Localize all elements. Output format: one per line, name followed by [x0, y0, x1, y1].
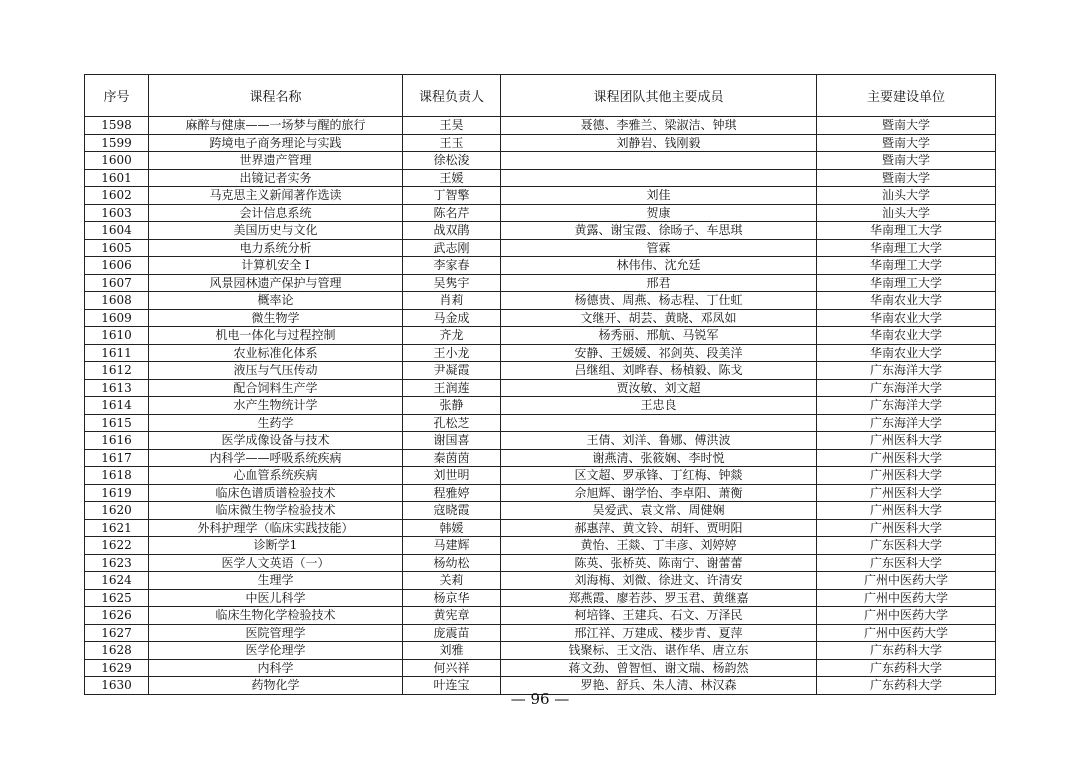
table-row	[85, 554, 996, 572]
cell-building-unit: 广州医科大学	[817, 519, 996, 537]
page-number: — 96 —	[510, 690, 570, 708]
cell-course-lead: 程雅婷	[403, 484, 501, 502]
cell-building-unit: 广东海洋大学	[817, 414, 996, 432]
cell-course-name: 农业标准化体系	[149, 344, 403, 362]
cell-building-unit: 广州中医药大学	[817, 624, 996, 642]
cell-seq: 1598	[85, 117, 149, 135]
table-row	[85, 414, 996, 432]
cell-team-members: 聂德、李雅兰、梁淑洁、钟琪	[501, 117, 817, 135]
cell-team-members: 林伟伟、沈允廷	[501, 257, 817, 275]
cell-course-lead: 战双鹃	[403, 222, 501, 240]
cell-course-lead: 徐松浚	[403, 152, 501, 170]
header-team-members: 课程团队其他主要成员	[501, 75, 817, 117]
cell-course-name: 机电一体化与过程控制	[149, 327, 403, 345]
cell-seq: 1623	[85, 554, 149, 572]
cell-building-unit: 广州医科大学	[817, 502, 996, 520]
cell-seq: 1605	[85, 239, 149, 257]
cell-seq: 1607	[85, 274, 149, 292]
cell-team-members: 杨秀丽、邢航、马锐军	[501, 327, 817, 345]
cell-course-lead: 王昊	[403, 117, 501, 135]
cell-team-members: 邢江祥、万建成、楼步青、夏萍	[501, 624, 817, 642]
cell-course-name: 医学人文英语（一）	[149, 554, 403, 572]
cell-team-members: 安静、王媛媛、祁剑英、段美洋	[501, 344, 817, 362]
cell-course-name: 药物化学	[149, 677, 403, 695]
cell-team-members: 刘海梅、刘微、徐进文、许清安	[501, 572, 817, 590]
table-row	[85, 327, 996, 345]
cell-building-unit: 华南农业大学	[817, 344, 996, 362]
table-row	[85, 519, 996, 537]
table-row	[85, 239, 996, 257]
cell-course-name: 世界遗产管理	[149, 152, 403, 170]
cell-course-name: 微生物学	[149, 309, 403, 327]
table-row	[85, 257, 996, 275]
table-row	[85, 397, 996, 415]
cell-course-lead: 刘雅	[403, 642, 501, 660]
table-row	[85, 607, 996, 625]
cell-course-lead: 王玉	[403, 134, 501, 152]
cell-course-lead: 肖莉	[403, 292, 501, 310]
cell-course-name: 水产生物统计学	[149, 397, 403, 415]
cell-course-name: 会计信息系统	[149, 204, 403, 222]
cell-course-lead: 马金成	[403, 309, 501, 327]
cell-building-unit: 华南农业大学	[817, 292, 996, 310]
cell-building-unit: 华南农业大学	[817, 327, 996, 345]
cell-building-unit: 广州中医药大学	[817, 607, 996, 625]
table-row	[85, 134, 996, 152]
course-table	[84, 74, 996, 695]
cell-team-members: 吴爱武、袁文常、周健娴	[501, 502, 817, 520]
cell-building-unit: 暨南大学	[817, 152, 996, 170]
cell-seq: 1602	[85, 187, 149, 205]
cell-building-unit: 广州中医药大学	[817, 589, 996, 607]
table-row	[85, 642, 996, 660]
table-body	[85, 117, 996, 695]
cell-building-unit: 暨南大学	[817, 169, 996, 187]
header-row	[85, 75, 996, 117]
cell-course-name: 临床微生物学检验技术	[149, 502, 403, 520]
table-row	[85, 659, 996, 677]
cell-seq: 1601	[85, 169, 149, 187]
cell-team-members: 王倩、刘洋、鲁娜、傅洪波	[501, 432, 817, 450]
table-row	[85, 152, 996, 170]
cell-team-members: 刘静岩、钱刚毅	[501, 134, 817, 152]
cell-seq: 1604	[85, 222, 149, 240]
cell-course-lead: 庞震苗	[403, 624, 501, 642]
cell-course-name: 临床色谱质谱检验技术	[149, 484, 403, 502]
cell-course-lead: 王润莲	[403, 379, 501, 397]
cell-course-name: 心血管系统疾病	[149, 467, 403, 485]
cell-team-members	[501, 169, 817, 187]
cell-course-name: 内科学	[149, 659, 403, 677]
cell-course-lead: 尹凝霞	[403, 362, 501, 380]
cell-course-name: 出镜记者实务	[149, 169, 403, 187]
cell-building-unit: 广东医科大学	[817, 537, 996, 555]
cell-seq: 1626	[85, 607, 149, 625]
cell-course-lead: 寇晓霞	[403, 502, 501, 520]
table-row	[85, 274, 996, 292]
cell-seq: 1610	[85, 327, 149, 345]
cell-course-name: 生理学	[149, 572, 403, 590]
cell-seq: 1600	[85, 152, 149, 170]
cell-building-unit: 广州医科大学	[817, 449, 996, 467]
table-row	[85, 449, 996, 467]
table-row	[85, 344, 996, 362]
cell-building-unit: 暨南大学	[817, 134, 996, 152]
table-row	[85, 624, 996, 642]
table-row	[85, 379, 996, 397]
cell-building-unit: 汕头大学	[817, 204, 996, 222]
cell-course-lead: 孔松芝	[403, 414, 501, 432]
cell-seq: 1618	[85, 467, 149, 485]
cell-course-name: 医学伦理学	[149, 642, 403, 660]
cell-team-members: 区文超、罗承锋、丁红梅、钟燚	[501, 467, 817, 485]
cell-course-name: 美国历史与文化	[149, 222, 403, 240]
cell-team-members: 杨德贵、周燕、杨志程、丁仕虹	[501, 292, 817, 310]
table-row	[85, 537, 996, 555]
cell-building-unit: 广东海洋大学	[817, 397, 996, 415]
cell-team-members: 罗艳、舒兵、朱人清、林汉森	[501, 677, 817, 695]
cell-team-members: 钱聚标、王文浩、谌作华、唐立东	[501, 642, 817, 660]
cell-course-lead: 韩媛	[403, 519, 501, 537]
cell-building-unit: 广东海洋大学	[817, 362, 996, 380]
cell-building-unit: 广东医科大学	[817, 554, 996, 572]
table-row	[85, 432, 996, 450]
table-row	[85, 117, 996, 135]
table-row	[85, 204, 996, 222]
cell-team-members: 陈英、张桥英、陈南宁、谢蕾蕾	[501, 554, 817, 572]
table-row	[85, 292, 996, 310]
cell-seq: 1612	[85, 362, 149, 380]
table-row	[85, 589, 996, 607]
table-row	[85, 362, 996, 380]
table-row	[85, 309, 996, 327]
cell-seq: 1606	[85, 257, 149, 275]
cell-team-members: 谢燕清、张筱娴、李时悦	[501, 449, 817, 467]
cell-building-unit: 华南理工大学	[817, 257, 996, 275]
cell-course-name: 液压与气压传动	[149, 362, 403, 380]
cell-course-lead: 杨京华	[403, 589, 501, 607]
cell-building-unit: 暨南大学	[817, 117, 996, 135]
header-seq: 序号	[85, 75, 149, 117]
cell-building-unit: 广州医科大学	[817, 432, 996, 450]
cell-course-lead: 刘世明	[403, 467, 501, 485]
cell-team-members: 贾汝敏、刘文超	[501, 379, 817, 397]
cell-seq: 1599	[85, 134, 149, 152]
cell-course-name: 临床生物化学检验技术	[149, 607, 403, 625]
cell-seq: 1611	[85, 344, 149, 362]
cell-seq: 1617	[85, 449, 149, 467]
cell-seq: 1608	[85, 292, 149, 310]
cell-team-members: 管霖	[501, 239, 817, 257]
cell-course-name: 诊断学1	[149, 537, 403, 555]
table-row	[85, 222, 996, 240]
cell-team-members: 文继开、胡芸、黄晓、邓凤如	[501, 309, 817, 327]
cell-team-members	[501, 152, 817, 170]
cell-course-lead: 马建辉	[403, 537, 501, 555]
cell-team-members	[501, 414, 817, 432]
cell-team-members: 吕继组、刘晔春、杨楨毅、陈戈	[501, 362, 817, 380]
cell-course-name: 计算机安全 I	[149, 257, 403, 275]
cell-course-lead: 关莉	[403, 572, 501, 590]
cell-seq: 1630	[85, 677, 149, 695]
cell-team-members: 邢君	[501, 274, 817, 292]
cell-team-members: 贺康	[501, 204, 817, 222]
cell-course-lead: 王小龙	[403, 344, 501, 362]
cell-team-members: 黄露、谢宝霞、徐旸子、车思琪	[501, 222, 817, 240]
cell-seq: 1622	[85, 537, 149, 555]
table-row	[85, 467, 996, 485]
cell-team-members: 佘旭辉、谢学怡、李卓阳、萧衡	[501, 484, 817, 502]
cell-team-members: 蒋文劲、曾智恒、谢文瑞、杨韵然	[501, 659, 817, 677]
cell-seq: 1620	[85, 502, 149, 520]
cell-course-lead: 吴隽宇	[403, 274, 501, 292]
cell-building-unit: 广东药科大学	[817, 642, 996, 660]
cell-course-lead: 齐龙	[403, 327, 501, 345]
table-header	[85, 75, 996, 117]
cell-course-name: 麻醉与健康——一场梦与醒的旅行	[149, 117, 403, 135]
cell-course-lead: 李家春	[403, 257, 501, 275]
cell-course-name: 电力系统分析	[149, 239, 403, 257]
table-row	[85, 502, 996, 520]
cell-team-members: 郝惠萍、黄文铃、胡轩、贾明阳	[501, 519, 817, 537]
cell-seq: 1609	[85, 309, 149, 327]
cell-seq: 1603	[85, 204, 149, 222]
cell-course-lead: 武志刚	[403, 239, 501, 257]
cell-seq: 1621	[85, 519, 149, 537]
cell-seq: 1624	[85, 572, 149, 590]
table-row	[85, 572, 996, 590]
cell-course-name: 风景园林遗产保护与管理	[149, 274, 403, 292]
header-course-name: 课程名称	[149, 75, 403, 117]
cell-course-lead: 谢国喜	[403, 432, 501, 450]
cell-course-lead: 杨幼松	[403, 554, 501, 572]
cell-course-name: 概率论	[149, 292, 403, 310]
cell-building-unit: 华南农业大学	[817, 309, 996, 327]
cell-course-lead: 陈名芹	[403, 204, 501, 222]
table-row	[85, 484, 996, 502]
cell-course-lead: 丁智擎	[403, 187, 501, 205]
cell-building-unit: 广东药科大学	[817, 677, 996, 695]
cell-course-lead: 叶连宝	[403, 677, 501, 695]
cell-course-lead: 秦茵茵	[403, 449, 501, 467]
cell-course-name: 配合饲料生产学	[149, 379, 403, 397]
cell-seq: 1616	[85, 432, 149, 450]
cell-course-name: 医院管理学	[149, 624, 403, 642]
cell-team-members: 刘佳	[501, 187, 817, 205]
cell-course-name: 生药学	[149, 414, 403, 432]
table-row	[85, 169, 996, 187]
cell-seq: 1615	[85, 414, 149, 432]
cell-building-unit: 广东药科大学	[817, 659, 996, 677]
cell-building-unit: 汕头大学	[817, 187, 996, 205]
cell-course-name: 马克思主义新闻著作选读	[149, 187, 403, 205]
cell-building-unit: 广东海洋大学	[817, 379, 996, 397]
cell-team-members: 王忠良	[501, 397, 817, 415]
cell-building-unit: 华南理工大学	[817, 239, 996, 257]
header-course-lead: 课程负责人	[403, 75, 501, 117]
cell-seq: 1614	[85, 397, 149, 415]
cell-course-name: 外科护理学（临床实践技能）	[149, 519, 403, 537]
cell-course-name: 内科学——呼吸系统疾病	[149, 449, 403, 467]
cell-course-lead: 王媛	[403, 169, 501, 187]
cell-seq: 1625	[85, 589, 149, 607]
table-row	[85, 187, 996, 205]
cell-course-name: 跨境电子商务理论与实践	[149, 134, 403, 152]
cell-building-unit: 广州医科大学	[817, 467, 996, 485]
cell-team-members: 柯培锋、王建兵、石文、万泽民	[501, 607, 817, 625]
cell-course-name: 医学成像设备与技术	[149, 432, 403, 450]
cell-building-unit: 广州中医药大学	[817, 572, 996, 590]
cell-course-lead: 张静	[403, 397, 501, 415]
cell-seq: 1613	[85, 379, 149, 397]
cell-team-members: 郑燕霞、廖若莎、罗玉君、黄继嘉	[501, 589, 817, 607]
cell-team-members: 黄怡、王燚、丁丰彦、刘婷婷	[501, 537, 817, 555]
cell-seq: 1628	[85, 642, 149, 660]
cell-course-lead: 黄宪章	[403, 607, 501, 625]
cell-building-unit: 华南理工大学	[817, 222, 996, 240]
header-building-unit: 主要建设单位	[817, 75, 996, 117]
cell-building-unit: 华南理工大学	[817, 274, 996, 292]
cell-seq: 1627	[85, 624, 149, 642]
cell-building-unit: 广州医科大学	[817, 484, 996, 502]
cell-seq: 1619	[85, 484, 149, 502]
cell-seq: 1629	[85, 659, 149, 677]
cell-course-name: 中医儿科学	[149, 589, 403, 607]
cell-course-lead: 何兴祥	[403, 659, 501, 677]
